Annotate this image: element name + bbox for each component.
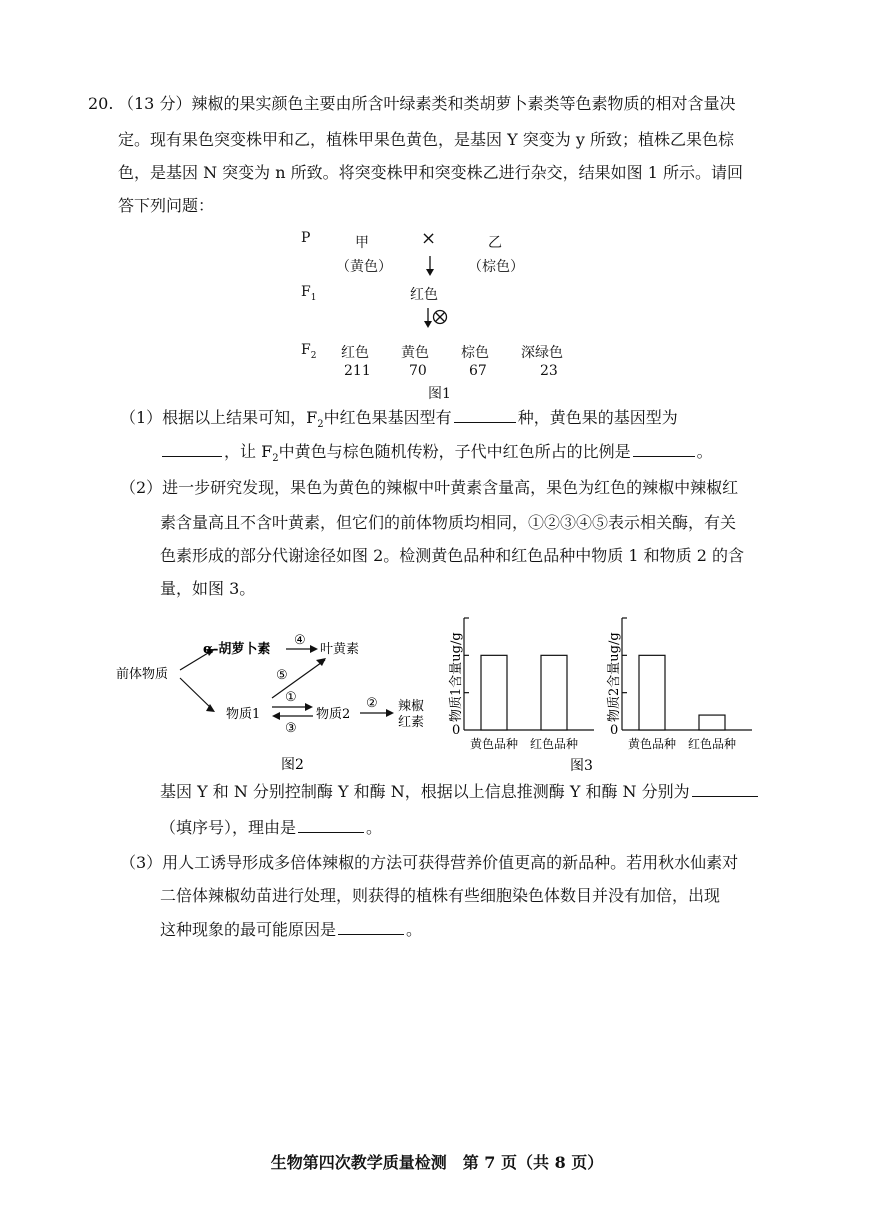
chart-1-bar (541, 655, 567, 730)
substance-2-label: 物质2 (316, 707, 351, 722)
cross-symbol: × (421, 228, 437, 249)
chart-2 (606, 618, 752, 751)
f2-red-count: 211 (344, 363, 371, 379)
q1-line-2: ，让 $F_2$中黄色与棕色随机传粉，子代中红色所占的比例是 。 (160, 442, 713, 469)
f2-brown-count: 67 (469, 363, 487, 379)
q1-blank-1[interactable] (454, 408, 516, 423)
q2-line-1: （2）进一步研究发现，果色为黄色的辣椒中叶黄素含量高，果色为红色的辣椒中辣椒红 (120, 478, 739, 497)
q2b-line-1: 基因 Y 和 N 分别控制酶 Y 和酶 N，根据以上信息推测酶 Y 和酶 N 分别为 (160, 782, 760, 802)
chart-2-category-label: 黄色品种 (627, 737, 677, 751)
q3-line-3: 这种现象的最可能原因是 。 (160, 920, 423, 939)
parent-yi-color: （棕色） (468, 259, 524, 275)
figure-3-charts (440, 610, 770, 780)
page-footer: 生物第四次教学质量检测 第 7 页（共 8 页） (270, 1153, 604, 1172)
chart-1-category-label: 黄色品种 (469, 737, 519, 751)
selfing-arrow-icon (418, 306, 454, 332)
chart-2-category-label: 红色品种 (687, 737, 737, 751)
figure-2-pathway (110, 620, 440, 780)
alpha-carotene-label: α-胡萝卜素 (203, 642, 271, 657)
p-label: P (301, 230, 311, 246)
f2-yellow: 黄色 (401, 345, 429, 361)
q2-line-2: 素含量高且不含叶黄素，但它们的前体物质均相同，①②③④⑤表示相关酶，有关 (160, 513, 737, 532)
question-line-1: （13 分）辣椒的果实颜色主要由所含叶绿素类和类胡萝卜素类等色素物质的相对含量决 (118, 94, 736, 113)
q2-line-4: 量，如图 3。 (160, 579, 256, 598)
chart-2-bar (639, 655, 665, 730)
capsanthin-label-1: 辣椒 (398, 699, 425, 714)
chart-2-ylabel: 物质2含量ug/g (607, 632, 622, 722)
f1-label: $F_1$ (301, 284, 317, 303)
figure-3-caption: 图3 (570, 758, 593, 774)
q1-blank-2[interactable] (162, 442, 222, 457)
precursor-label: 前体物质 (116, 667, 169, 682)
q2-line-3: 色素形成的部分代谢途径如图 2。检测黄色品种和红色品种中物质 1 和物质 2 的含 (160, 546, 744, 565)
chart-2-bar (699, 715, 725, 730)
capsanthin-label-2: 红素 (398, 715, 425, 730)
enzyme-3-label: ③ (285, 721, 297, 736)
question-line-2: 定。现有果色突变株甲和乙，植株甲果色黄色，是基因 Y 突变为 y 所致；植株乙果色棕 (118, 130, 734, 149)
q3-line-2: 二倍体辣椒幼苗进行处理，则获得的植株有些细胞染色体数目并没有加倍，出现 (160, 886, 721, 905)
enzyme-4-label: ④ (294, 633, 306, 648)
f2-brown: 棕色 (461, 345, 489, 361)
chart-1-zero-label: 0 (452, 723, 461, 738)
parent-jia: 甲 (355, 235, 369, 251)
figure-2-caption: 图2 (281, 757, 304, 773)
arrow-down-icon (420, 254, 440, 278)
chart-1 (448, 618, 594, 751)
chart-1-bar (481, 655, 507, 730)
q2b-blank-2[interactable] (298, 818, 364, 833)
f1-color: 红色 (410, 287, 438, 303)
substance-1-label: 物质1 (226, 707, 261, 722)
enzyme-5-label: ⑤ (276, 668, 288, 683)
f2-darkgreen-count: 23 (540, 363, 558, 379)
q1-blank-3[interactable] (633, 442, 695, 457)
question-number: 20. (88, 94, 114, 113)
question-line-4: 答下列问题： (118, 196, 215, 215)
parent-jia-color: （黄色） (336, 259, 392, 275)
f2-darkgreen: 深绿色 (521, 345, 563, 361)
parent-yi: 乙 (488, 235, 502, 251)
figure-1-caption: 图1 (428, 386, 451, 402)
enzyme-1-label: ① (285, 690, 297, 705)
q1-line-1: （1）根据以上结果可知，$F_2$中红色果基因型有 种，黄色果的基因型为 (120, 408, 678, 431)
chart-1-ylabel: 物质1含量ug/g (449, 632, 464, 722)
question-line-3: 色，是基因 N 突变为 n 所致。将突变株甲和突变株乙进行杂交，结果如图 1 所示。请回 (118, 163, 744, 182)
chart-1-category-label: 红色品种 (529, 737, 579, 751)
figure-1 (0, 0, 874, 400)
f2-label: $F_2$ (301, 342, 317, 361)
q2b-line-2: （填序号），理由是 。 (160, 818, 383, 837)
chart-2-zero-label: 0 (610, 723, 619, 738)
lutein-label: 叶黄素 (320, 642, 360, 657)
q3-line-1: （3）用人工诱导形成多倍体辣椒的方法可获得营养价值更高的新品种。若用秋水仙素对 (120, 853, 739, 872)
f2-yellow-count: 70 (409, 363, 427, 379)
enzyme-2-label: ② (366, 696, 378, 711)
f2-red: 红色 (341, 345, 369, 361)
q3-blank-1[interactable] (338, 920, 404, 935)
q2b-blank-1[interactable] (692, 782, 758, 797)
